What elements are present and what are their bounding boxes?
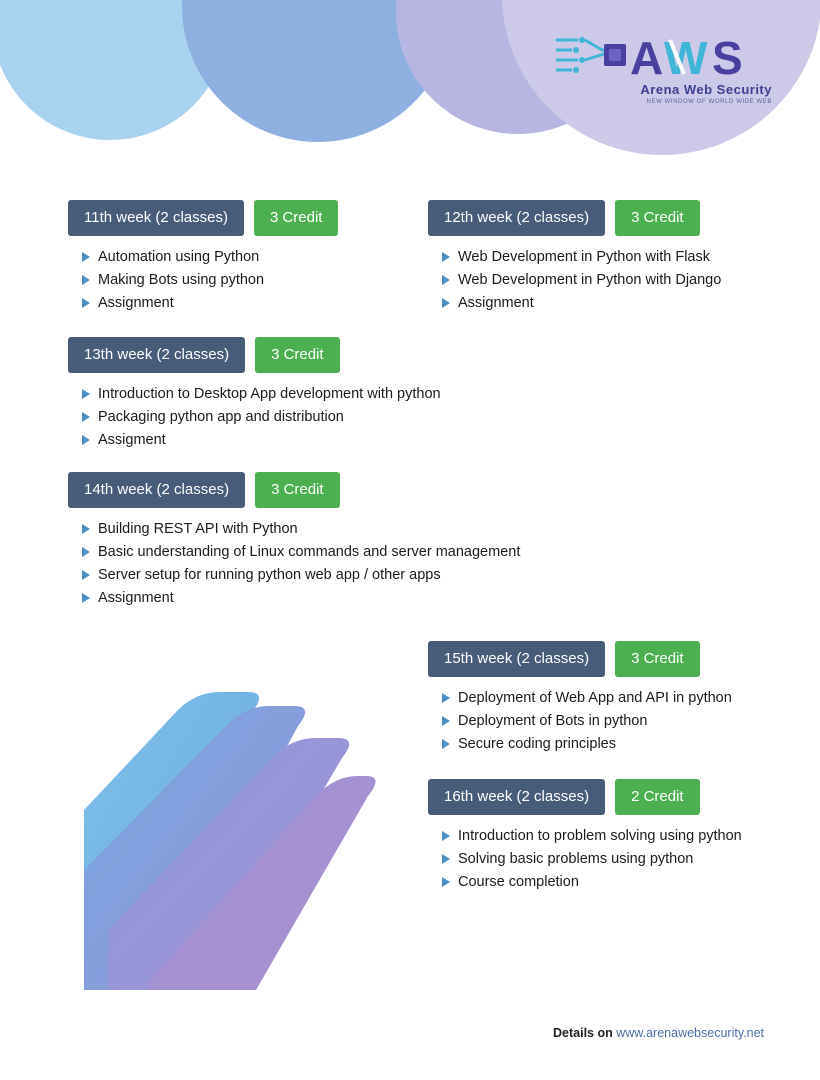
list-item: [442, 827, 742, 845]
list-item-label: Assignment: [98, 295, 174, 312]
topic-list: [428, 689, 732, 753]
list-item: [82, 520, 520, 538]
list-item: [82, 271, 338, 289]
topic-list: [68, 520, 520, 608]
list-item-label: Web Development in Python with Django: [458, 272, 722, 289]
week-block-11: [68, 200, 338, 317]
list-item: [82, 566, 520, 584]
list-item: [442, 735, 732, 753]
triangle-bullet-icon: [442, 298, 450, 308]
list-item-label: Building REST API with Python: [98, 521, 298, 537]
svg-text:S: S: [712, 32, 743, 84]
list-item: [82, 408, 441, 426]
triangle-bullet-icon: [82, 524, 90, 534]
list-item-label: Assignment: [98, 590, 174, 607]
list-item-label: Making Bots using python: [98, 272, 265, 289]
list-item-label: Assignment: [458, 295, 534, 312]
credit-badge: 3 Credit: [615, 200, 700, 236]
triangle-bullet-icon: [442, 275, 450, 285]
topic-list: [428, 248, 721, 312]
logo-tagline: NEW WINDOW OF WORLD WIDE WEB: [646, 99, 772, 105]
aws-logo-icon: [552, 26, 772, 88]
list-item: [442, 271, 721, 289]
list-item-label: Basic understanding of Linux commands and server management: [98, 544, 521, 561]
svg-text:W: W: [664, 32, 708, 84]
list-item: [82, 385, 441, 403]
week-block-12: [428, 200, 721, 317]
triangle-bullet-icon: [82, 435, 90, 445]
triangle-bullet-icon: [442, 877, 450, 887]
list-item: [442, 873, 742, 891]
triangle-bullet-icon: [82, 412, 90, 422]
list-item: [82, 543, 520, 561]
topic-list: [68, 248, 338, 312]
list-item: [442, 248, 721, 266]
triangle-bullet-icon: [82, 547, 90, 557]
triangle-bullet-icon: [82, 389, 90, 399]
week-label: 15th week (2 classes): [428, 641, 605, 677]
list-item-label: Secure coding principles: [458, 736, 616, 753]
list-item-label: Introduction to Desktop App development with python: [98, 386, 441, 402]
triangle-bullet-icon: [442, 854, 450, 864]
triangle-bullet-icon: [82, 252, 90, 262]
brand-logo: [552, 26, 772, 118]
week-header: [428, 641, 732, 677]
list-item-label: Introduction to problem solving using python: [458, 828, 742, 844]
list-item-label: Web Development in Python with Flask: [458, 249, 710, 265]
week-block-13: [68, 337, 441, 454]
topic-list: [68, 385, 441, 449]
week-header: [68, 200, 338, 236]
list-item-label: Deployment of Web App and API in python: [458, 690, 732, 706]
list-item: [442, 689, 732, 707]
triangle-bullet-icon: [442, 252, 450, 262]
logo-company-name: Arena Web Security: [640, 82, 772, 97]
triangle-bullet-icon: [442, 831, 450, 841]
list-item-label: Deployment of Bots in python: [458, 713, 648, 730]
week-block-15: [428, 641, 732, 758]
logo-mark: [552, 26, 772, 88]
week-label: 13th week (2 classes): [68, 337, 245, 373]
triangle-bullet-icon: [82, 275, 90, 285]
list-item-label: Automation using Python: [98, 249, 260, 265]
list-item-label: Packaging python app and distribution: [98, 409, 344, 426]
list-item-label: Assigment: [98, 432, 166, 449]
list-item: [442, 294, 721, 312]
list-item: [82, 589, 520, 607]
triangle-bullet-icon: [82, 570, 90, 580]
week-block-14: [68, 472, 520, 613]
svg-text:A: A: [630, 32, 664, 84]
week-header: [68, 472, 520, 508]
triangle-bullet-icon: [442, 716, 450, 726]
credit-badge: 3 Credit: [255, 472, 340, 508]
credit-badge: 3 Credit: [615, 641, 700, 677]
week-label: 12th week (2 classes): [428, 200, 605, 236]
list-item-label: Course completion: [458, 874, 579, 891]
list-item: [82, 294, 338, 312]
week-label: 11th week (2 classes): [68, 200, 244, 236]
footer-url[interactable]: www.arenawebsecurity.net: [616, 1026, 764, 1040]
credit-badge: 3 Credit: [254, 200, 339, 236]
week-block-16: [428, 779, 742, 896]
credit-badge: 2 Credit: [615, 779, 700, 815]
credit-badge: 3 Credit: [255, 337, 340, 373]
triangle-bullet-icon: [442, 739, 450, 749]
list-item: [82, 431, 441, 449]
footer-details: [553, 1026, 764, 1040]
list-item: [442, 850, 742, 868]
triangle-bullet-icon: [82, 298, 90, 308]
list-item: [82, 248, 338, 266]
footer-label: Details on: [553, 1026, 617, 1040]
list-item: [442, 712, 732, 730]
week-header: [428, 779, 742, 815]
list-item-label: Server setup for running python web app / other apps: [98, 567, 441, 584]
week-label: 16th week (2 classes): [428, 779, 605, 815]
week-header: [428, 200, 721, 236]
triangle-bullet-icon: [442, 693, 450, 703]
list-item-label: Solving basic problems using python: [458, 851, 694, 868]
topic-list: [428, 827, 742, 891]
week-header: [68, 337, 441, 373]
triangle-bullet-icon: [82, 593, 90, 603]
week-label: 14th week (2 classes): [68, 472, 245, 508]
